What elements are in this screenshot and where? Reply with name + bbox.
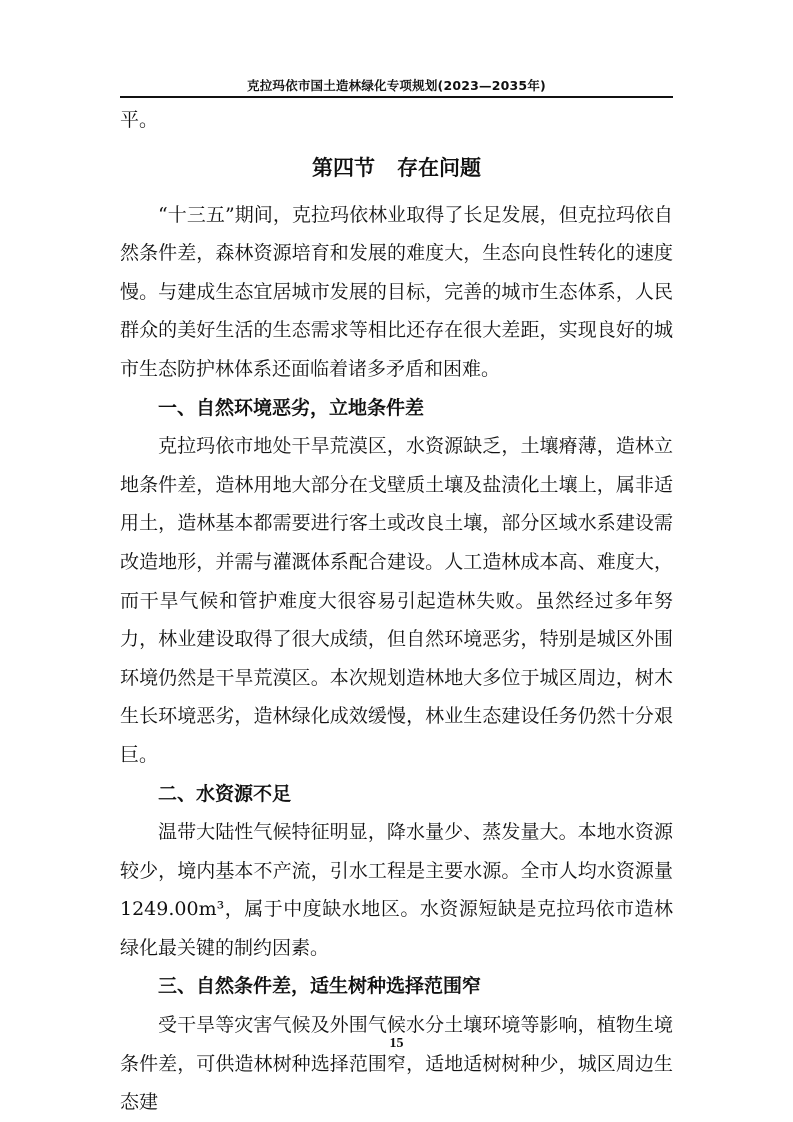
section-title: [120, 140, 673, 196]
page-number: 15: [389, 1036, 404, 1051]
issue-heading-2: 二、水资源不足: [158, 782, 292, 805]
header-divider: [120, 96, 673, 98]
document-body: [120, 101, 673, 1122]
issue-paragraph-1: 克拉玛依市地处干旱荒漠区，水资源缺乏，土壤瘠薄，造林立地条件差，造林用地大部分在戈壁质土壤及盐渍化土壤上，属非适用土，造林基本都需要进行客土或改良土壤，部分区域水系建设需改造地形，并需与灌溉体系配合建设。人工造林成本高、难度大，而干旱气候和管护难度大很容易引起造林失败。虽然经过多年努力，林业建设取得了很大成绩，但自然环境恶劣，特别是城区外围环境仍然是干旱荒漠区。本次规划造林地大多位于城区周边，树木生长环境恶劣，造林绿化成效缓慢，林业生态建设任务仍然十分艰巨。: [120, 435, 673, 766]
carryover-text: 平。: [120, 109, 159, 131]
section-number: 第四节: [312, 155, 375, 180]
issue-paragraph-2: 温带大陆性气候特征明显，降水量少、蒸发量大。本地水资源较少，境内基本不产流，引水工程是主要水源。全市人均水资源量1249.00m³，属于中度缺水地区。水资源短缺是克拉玛依市造林绿化最关键的制约因素。: [120, 821, 673, 959]
running-header: 克拉玛依市国土造林绿化专项规划(2023—2035年): [247, 78, 546, 93]
intro-paragraph: “十三五”期间，克拉玛依林业取得了长足发展，但克拉玛依自然条件差，森林资源培育和发展的难度大，生态向良性转化的速度慢。与建成生态宜居城市发展的目标，完善的城市生态体系，人民群众的美好生活的生态需求等相比还存在很大差距，实现良好的城市生态防护林体系还面临着诸多矛盾和困难。: [120, 203, 673, 380]
issue-paragraph-3: 受干旱等灾害气候及外围气候水分土壤环境等影响，植物生境条件差，可供造林树种选择范围窄，适地适树树种少，城区周边生态建: [120, 1014, 673, 1114]
section-heading: 存在问题: [397, 155, 481, 180]
issue-heading-1: 一、自然环境恶劣，立地条件差: [158, 396, 425, 419]
issue-heading-3: 三、自然条件差，适生树种选择范围窄: [158, 975, 482, 998]
